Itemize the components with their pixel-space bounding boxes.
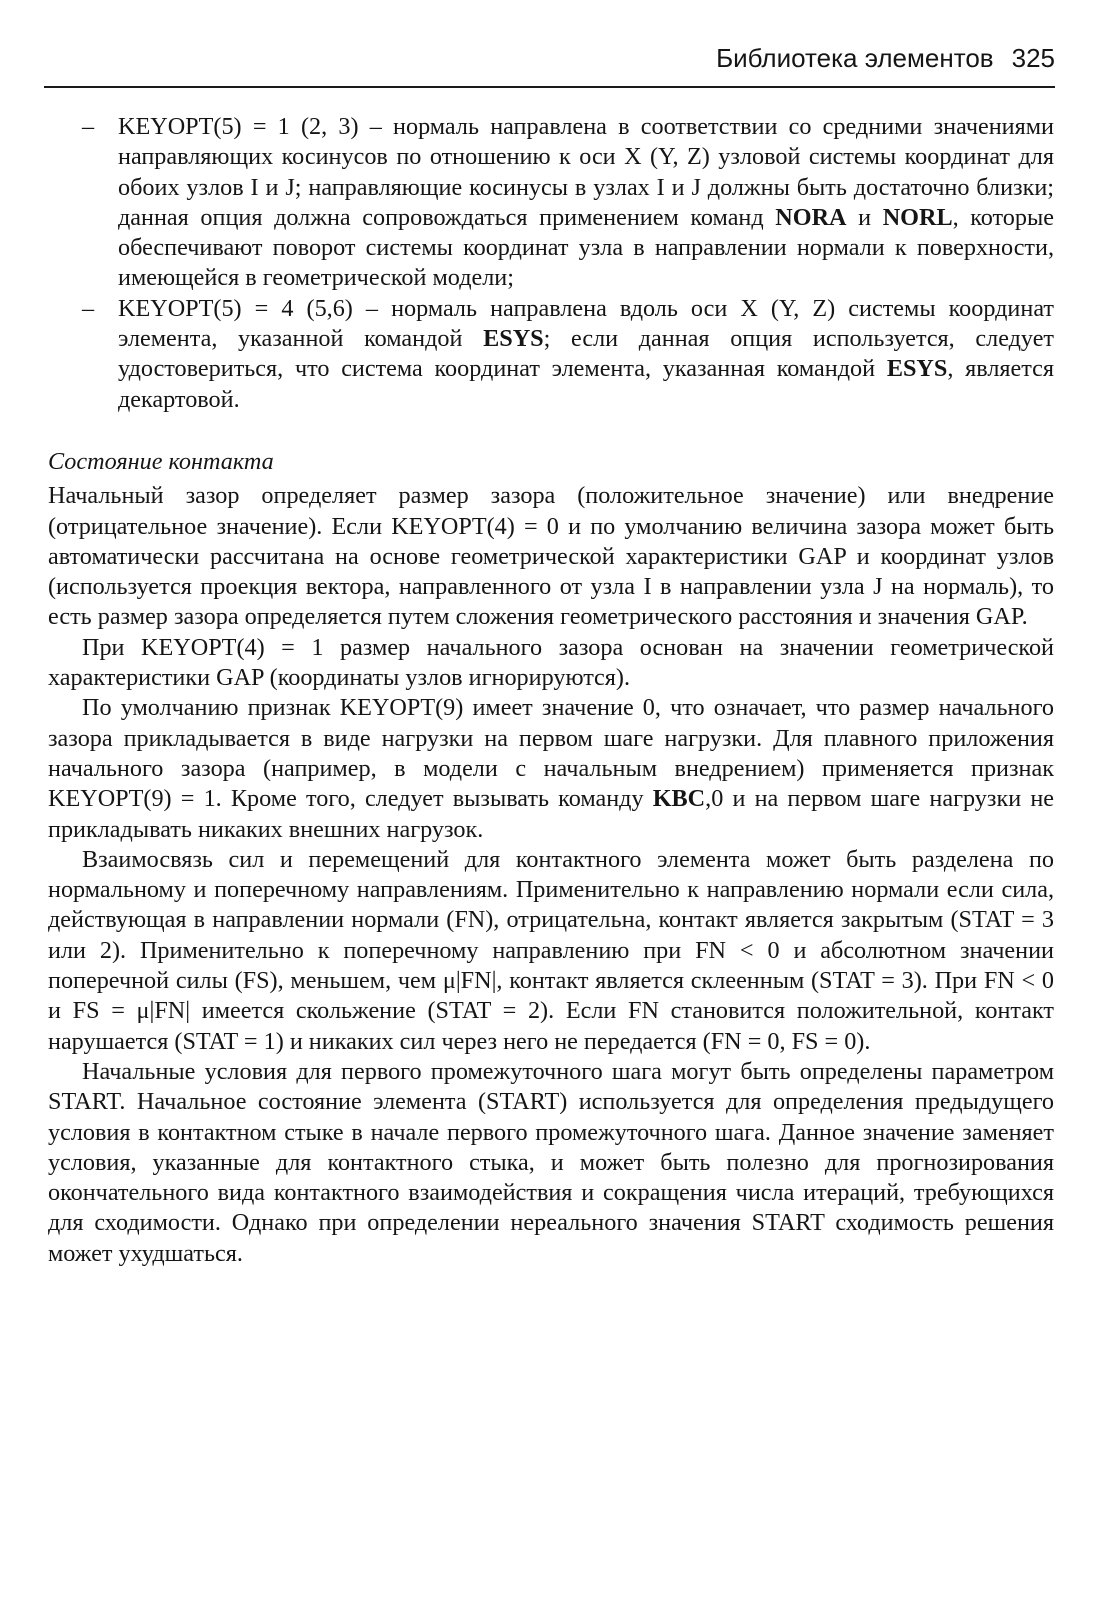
text-run: , является декартовой. xyxy=(118,355,1054,413)
list-item xyxy=(48,294,1054,415)
text-run: KEYOPT(5) = 1 (2, 3) – нормаль направлена в соответствии со средними значениями направляющих косинусов по отношению к оси X (Y, Z) узловой системы координат для обоих узлов I и J; направляющие косинусы в узлах I и J должны быть достаточно близки; данная опция должна сопровождаться применением команд xyxy=(118,113,1054,231)
text-run: , которые обеспечивают поворот системы координат узла в направлении нормали к поверхности, имеющейся в геометрической модели; xyxy=(118,203,1054,292)
list-dash: – xyxy=(82,113,95,140)
page-body xyxy=(48,112,1054,1269)
text-run: ; если данная опция используется, следует удостовериться, что система координат элемента, указанная командой xyxy=(118,325,1054,383)
text-run: По умолчанию признак KEYOPT(9) имеет значение 0, что означает, что размер начального зазора прикладывается в виде нагрузки на первом шаге нагрузки. Для плавного приложения начального зазора (например, в модели с начальным внедрением) применяется признак KEYOPT(9) = 1. Кроме того, следует вызывать команду xyxy=(48,694,1054,813)
command-name: NORL xyxy=(882,203,953,231)
paragraph xyxy=(48,693,1054,844)
paragraph: Начальный зазор определяет размер зазора (положительное значение) или внедрение (отрицательное значение). Если KEYOPT(4) = 0 и по умолчанию величина зазора может быть автоматически рассчитана на основе геометрической характеристики GAP и координат узлов (используется проекция вектора, направленного от узла I в направлении узла J на нормаль), то есть размер зазора определяется путем сложения геометрического расстояния и значения GAP. xyxy=(48,482,1054,631)
paragraph: Взаимосвязь сил и перемещений для контактного элемента может быть разделена по нормальному и поперечному направлениям. Применительно к направлению нормали если сила, действующая в направлении нормали (FN), отрицательна, контакт является закрытым (STAT = 3 или 2). Применительно к поперечному направлению при FN < 0 и абсолютном значении поперечной силы (FS), меньшем, чем μ|FN|, контакт является склеенным (STAT = 3). При FN < 0 и FS = μ|FN| имеется скольжение (STAT = 2). Если FN становится положительной, контакт нарушается (STAT = 1) и никаких сил через него не передается (FN = 0, FS = 0). xyxy=(48,845,1054,1055)
section-heading: Состояние контакта xyxy=(48,447,274,475)
command-name: ESYS xyxy=(886,355,948,383)
header-text xyxy=(716,42,1055,74)
command-name: KBC xyxy=(652,785,706,813)
list-dash: – xyxy=(82,294,95,322)
text-run: KEYOPT(5) = 4 (5,6) – нормаль направлена вдоль оси X (Y, Z) системы координат элемента, указанной командой xyxy=(118,294,1054,353)
running-title: Библиотека элементов xyxy=(716,43,994,73)
paragraph: Начальные условия для первого промежуточного шага могут быть определены параметром START. Начальное состояние элемента (START) используется для определения предыдущего условия в контактном стыке в начале первого промежуточного шага. Данное значение заменяет условия, указанные для контактного стыка, и может быть полезно для прогнозирования окончательного вида контактного взаимодействия и сокращения числа итераций, требующихся для сходимости. Однако при определении нереального значения START сходимость решения может ухудшаться. xyxy=(48,1057,1054,1267)
command-name: ESYS xyxy=(483,325,544,353)
text-run: и xyxy=(846,203,883,231)
running-header xyxy=(44,38,1055,88)
page-number: 325 xyxy=(1011,43,1055,73)
paragraph: При KEYOPT(4) = 1 размер начального зазора основан на значении геометрической характеристики GAP (координаты узлов игнорируются). xyxy=(48,633,1054,692)
text-run: ,0 и на первом шаге нагрузки не прикладывать никаких внешних нагрузок. xyxy=(48,785,1055,843)
command-name: NORA xyxy=(775,203,847,231)
list-item xyxy=(48,112,1054,294)
